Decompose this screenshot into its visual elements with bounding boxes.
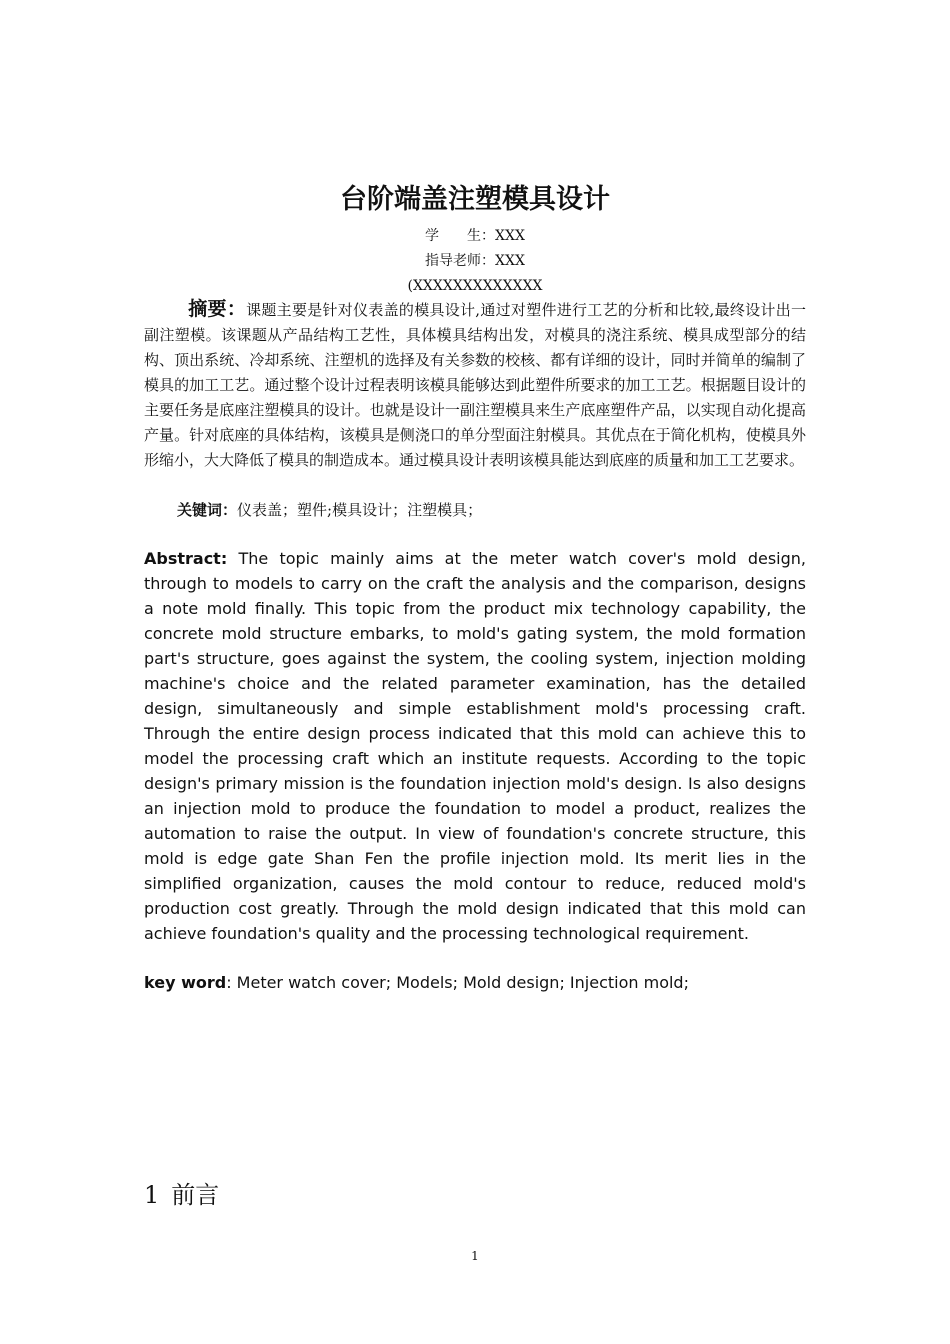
section-title: 前言 bbox=[171, 1181, 220, 1209]
keywords-cn bbox=[144, 498, 806, 523]
keywords-en-label: key word bbox=[144, 973, 227, 992]
abstract-en-label: Abstract: bbox=[144, 549, 228, 568]
author-line: 学 生：XXX bbox=[425, 228, 525, 244]
abstract-cn bbox=[144, 297, 806, 473]
keywords-cn-text: 仪表盖；塑件;模具设计；注塑模具； bbox=[237, 501, 483, 519]
keywords-en-text: : Meter watch cover; Models; Mold design; Injection mold; bbox=[226, 973, 689, 992]
paper-title: 台阶端盖注塑模具设计 bbox=[340, 184, 610, 215]
section-heading bbox=[144, 1178, 219, 1212]
section-number: 1 bbox=[144, 1181, 160, 1209]
keywords-en bbox=[144, 970, 806, 995]
abstract-en bbox=[144, 546, 806, 946]
abstract-en-text: The topic mainly aims at the meter watch cover's mold design, through to models to carry on the craft the analysis and the comparison, designs a note mold finally. This topic from the product mix technology capability, the concrete mold structure embarks, to mold's gating system, the mold formation part's structure, goes against the system, the cooling system, injection molding machine's choice and the related parameter examination, has the detailed design, simultaneously and simple establishment mold's processing craft. Through the entire design process indicated that this mold can achieve this to model the processing craft which an institute requests. According to the topic design's primary mission is the foundation injection mold's design. Is also designs an injection mold to produce the foundation to model a product, realizes the automation to raise the output. In view of foundation's concrete structure, this mold is edge gate Shan Fen the profile injection mold. Its merit lies in the simplified organization, causes the mold contour to reduce, reduced mold's production cost greatly. Through the mold design indicated that this mold can achieve foundation's quality and the processing technological requirement. bbox=[144, 549, 806, 943]
keywords-cn-label: 关键词： bbox=[177, 501, 238, 519]
advisor-line: 指导老师：XXX bbox=[425, 253, 525, 269]
abstract-cn-label: 摘要： bbox=[188, 298, 247, 320]
page-number: 1 bbox=[471, 1249, 479, 1263]
affiliation-line: (XXXXXXXXXXXXX bbox=[407, 278, 543, 294]
abstract-cn-text: 课题主要是针对仪表盖的模具设计,通过对塑件进行工艺的分析和比较,最终设计出一副注塑模。该课题从产品结构工艺性，具体模具结构出发，对模具的浇注系统、模具成型部分的结构、顶出系统、冷却系统、注塑机的选择及有关参数的校核、都有详细的设计，同时并简单的编制了模具的加工工艺。通过整个设计过程表明该模具能够达到此塑件所要求的加工工艺。根据题目设计的主要任务是底座注塑模具的设计。也就是设计一副注塑模具来生产底座塑件产品，以实现自动化提高产量。针对底座的具体结构，该模具是侧浇口的单分型面注射模具。其优点在于简化机构，使模具外形缩小，大大降低了模具的制造成本。通过模具设计表明该模具能达到底座的质量和加工工艺要求。 bbox=[144, 301, 806, 469]
